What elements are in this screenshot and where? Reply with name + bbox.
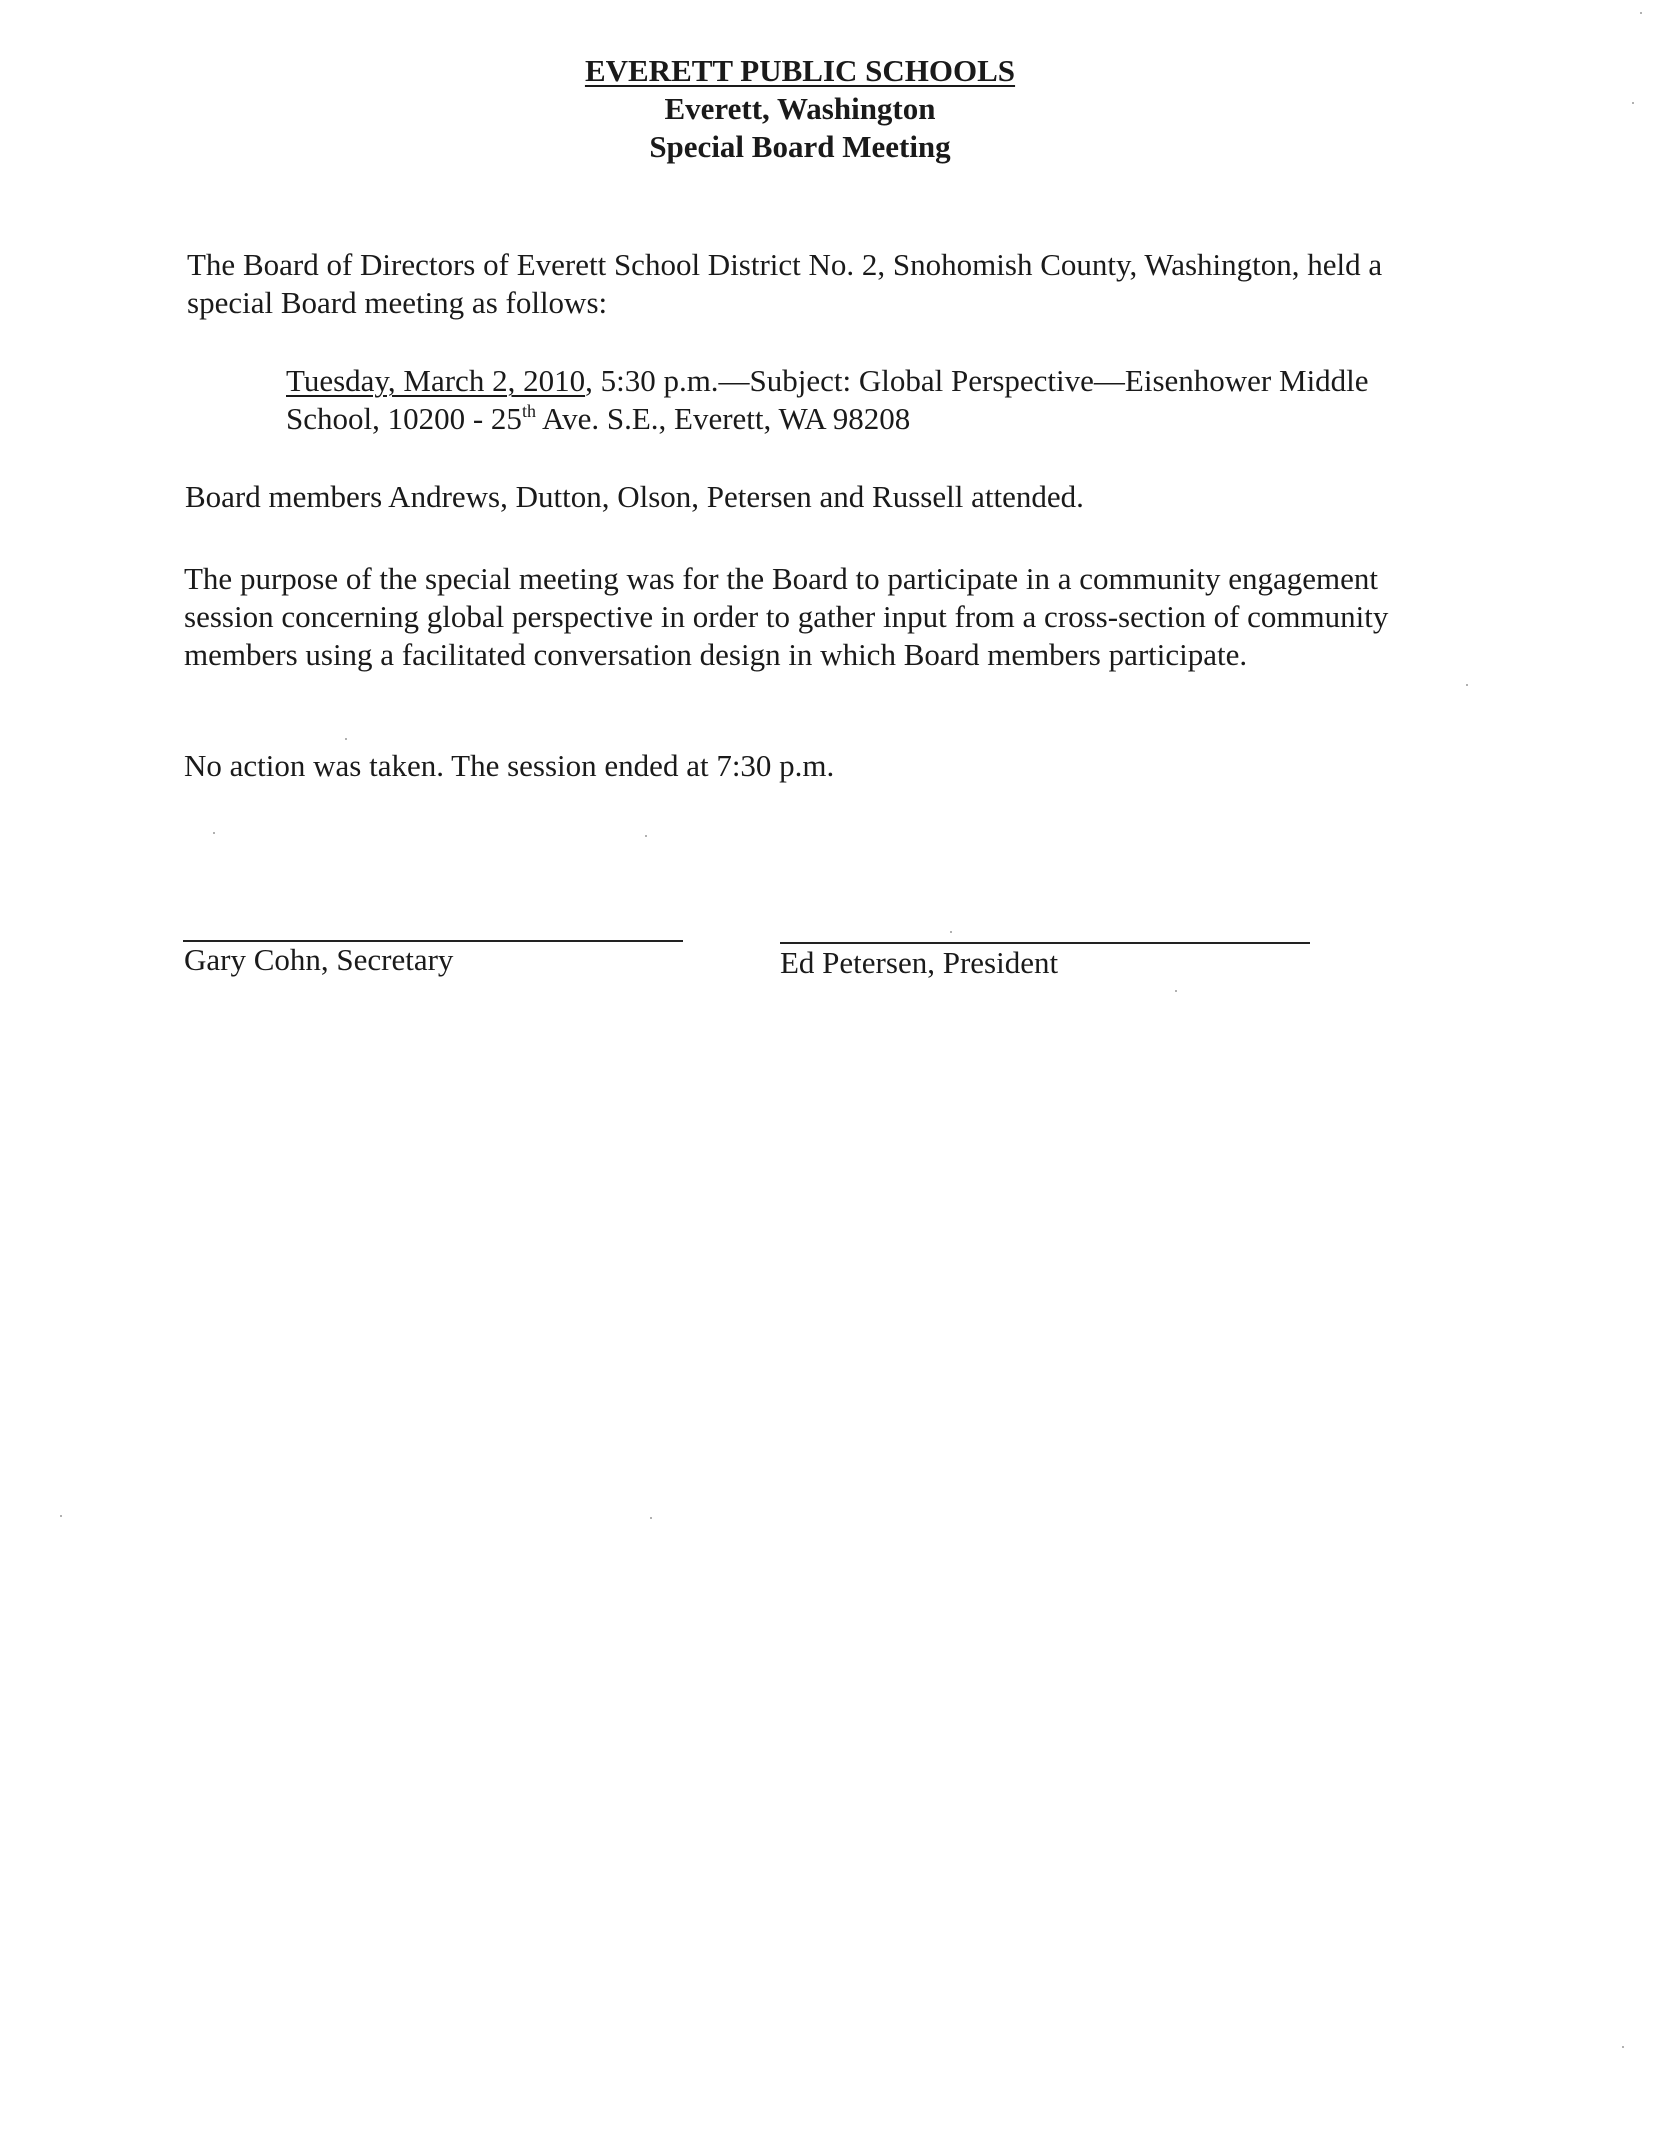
scan-speck: [213, 832, 215, 834]
meeting-details-superscript: th: [521, 401, 536, 421]
scan-speck: [60, 1515, 62, 1517]
action-paragraph: No action was taken. The session ended at 7:30 p.m.: [184, 748, 835, 783]
meeting-type-subtitle: Special Board Meeting: [649, 129, 951, 164]
organization-title: EVERETT PUBLIC SCHOOLS: [584, 53, 1016, 88]
scan-speck: [950, 931, 952, 933]
meeting-details-part-2: Ave. S.E., Everett, WA 98208: [535, 401, 911, 436]
purpose-paragraph: The purpose of the special meeting was for the Board to participate in a community engagement session concerning global perspective in order to gather input from a cross-section of community members using a facilitated conversation design in which Board members participate.: [184, 561, 1389, 672]
scan-speck: [1640, 12, 1642, 14]
scan-speck: [650, 1517, 652, 1519]
scan-speck: [1175, 990, 1177, 992]
scan-speck: [1466, 684, 1468, 686]
meeting-details-paragraph: [286, 362, 1396, 438]
meeting-date: Tuesday, March 2, 2010: [286, 363, 586, 398]
scan-speck: [645, 835, 647, 837]
attendance-paragraph: Board members Andrews, Dutton, Olson, Petersen and Russell attended.: [185, 479, 1084, 514]
secretary-name: Gary Cohn, Secretary: [184, 942, 454, 977]
meeting-details-part-1: , 5:30 p.m.—Subject: Global Perspective—Eisenhower Middle School, 10200 - 25: [286, 363, 1369, 436]
president-name: Ed Petersen, President: [780, 945, 1059, 980]
scan-speck: [1632, 102, 1634, 104]
document-header: [0, 52, 1600, 166]
intro-paragraph: The Board of Directors of Everett School District No. 2, Snohomish County, Washington, held a special Board meeting as follows:: [187, 247, 1383, 320]
scan-speck: [1622, 2046, 1624, 2048]
location-subtitle: Everett, Washington: [664, 91, 936, 126]
scan-speck: [345, 738, 347, 740]
